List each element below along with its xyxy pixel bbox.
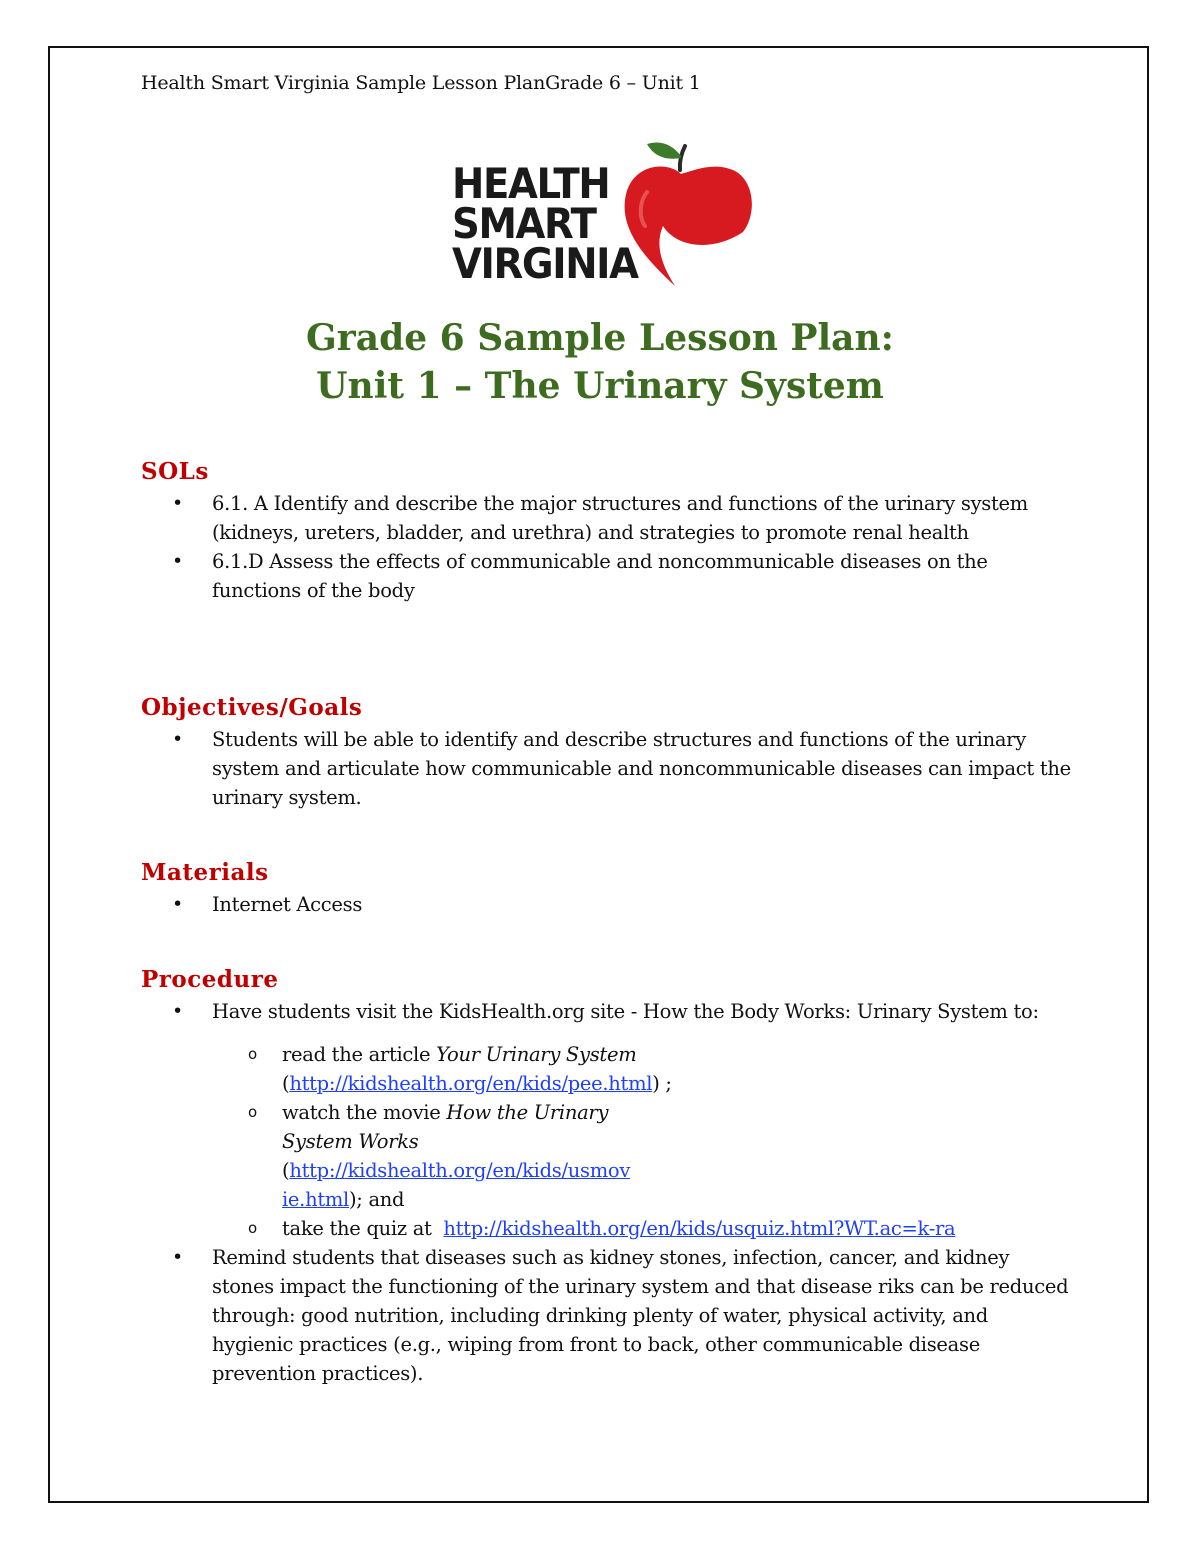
- apple-icon: [617, 140, 757, 290]
- objectives-heading: Objectives/Goals: [141, 694, 363, 721]
- sols-list: [172, 489, 1072, 605]
- list-item: • Remind students that diseases such as kidney stones, infection, cancer, and kidney stones impact the functioning of the urinary system and that disease riks can be reduced through: good nutrition, including drinking plenty of water, physical activity, and hygienic practices (e.g., wiping from front to back, other communicable disease prevention practices).: [172, 1243, 1072, 1388]
- movie-link[interactable]: ie.html: [282, 1188, 349, 1211]
- paren: ); and: [349, 1188, 405, 1211]
- sub-item-read-article: [242, 1040, 682, 1098]
- pee-article-link[interactable]: http://kidshealth.org/en/kids/pee.html: [289, 1072, 653, 1095]
- movie-title: System Works: [282, 1130, 419, 1153]
- logo-line-health: HEALTH: [452, 159, 610, 208]
- page-header: Health Smart Virginia Sample Lesson PlanGrade 6 – Unit 1: [141, 72, 701, 94]
- title-line-2: Unit 1 – The Urinary System: [316, 365, 884, 407]
- title-line-1: Grade 6 Sample Lesson Plan:: [306, 317, 894, 359]
- article-title: Your Urinary System: [436, 1043, 637, 1066]
- sols-heading: SOLs: [141, 458, 209, 485]
- page-title: [0, 314, 1200, 410]
- materials-list: [172, 890, 1072, 919]
- paren: ) ;: [652, 1072, 672, 1095]
- paren: (: [282, 1159, 290, 1182]
- list-item: • 6.1. A Identify and describe the major structures and functions of the urinary system (kidneys, ureters, bladder, and urethra) and strategies to promote renal health: [172, 489, 1072, 547]
- sub-item-text: take the quiz at: [282, 1217, 444, 1240]
- materials-heading: Materials: [141, 859, 269, 886]
- logo-line-smart: SMART: [452, 199, 596, 248]
- movie-link[interactable]: http://kidshealth.org/en/kids/usmov: [289, 1159, 631, 1182]
- procedure-sublist: [212, 1040, 1072, 1243]
- health-smart-virginia-logo: [452, 140, 754, 295]
- procedure-heading: Procedure: [141, 966, 279, 993]
- list-item: [172, 997, 1072, 1243]
- paren: (: [282, 1072, 290, 1095]
- list-item: • Students will be able to identify and describe structures and functions of the urinary system and articulate how communicable and noncommunicable diseases can impact the urinary system.: [172, 725, 1072, 812]
- procedure-list: [172, 997, 1072, 1388]
- objectives-list: [172, 725, 1072, 812]
- logo-line-virginia: VIRGINIA: [452, 239, 638, 288]
- procedure-intro: Have students visit the KidsHealth.org site - How the Body Works: Urinary System to:: [212, 1000, 1039, 1023]
- sub-item-text: watch the movie: [282, 1101, 447, 1124]
- list-item: • Internet Access: [172, 890, 1072, 919]
- list-item: • 6.1.D Assess the effects of communicable and noncommunicable diseases on the functions of the body: [172, 547, 1072, 605]
- movie-title: How the Urinary: [446, 1101, 609, 1124]
- sub-item-take-quiz: [242, 1214, 1072, 1243]
- sub-item-watch-movie: [242, 1098, 682, 1214]
- quiz-link[interactable]: http://kidshealth.org/en/kids/usquiz.html?WT.ac=k-ra: [443, 1217, 956, 1240]
- sub-item-text: read the article: [282, 1043, 437, 1066]
